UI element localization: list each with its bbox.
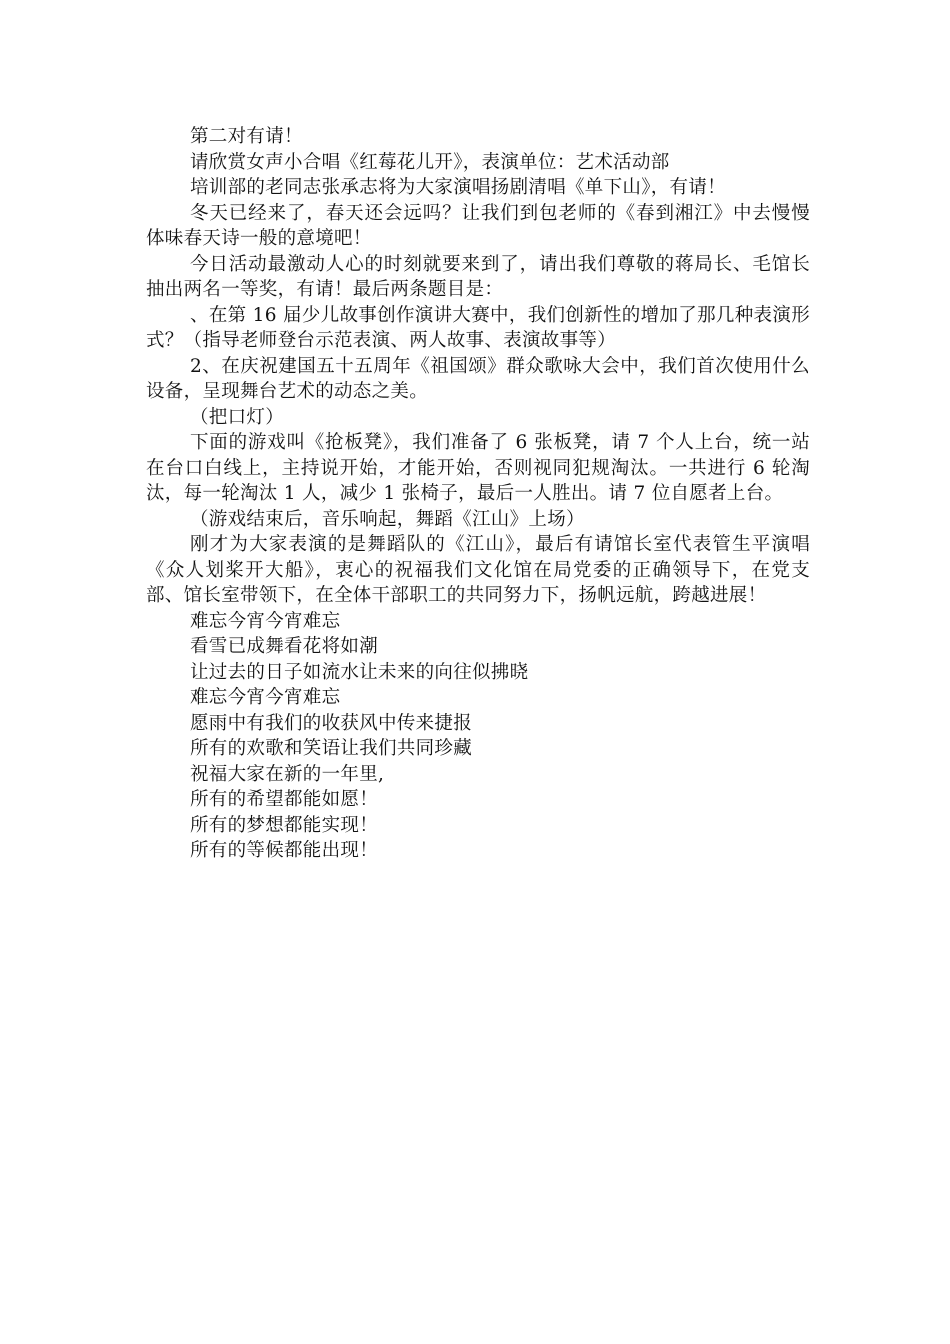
paragraph: 2、在庆祝建国五十五周年《祖国颂》群众歌咏大会中，我们首次使用什么设备，呈现舞台艺术的动态之美。: [146, 355, 810, 402]
lyric-line: 愿雨中有我们的收获风中传来捷报: [190, 712, 473, 734]
paragraph: 下面的游戏叫《抢板凳》，我们准备了 6 张板凳，请 7 个人上台，统一站在台口白线上，主持说开始，才能开始，否则视同犯规淘汰。一共进行 6 轮淘汰，每一轮淘汰 1 人，减少 1 张椅子，最后一人胜出。请 7 位自愿者上台。: [146, 432, 810, 504]
lyric-line: 让过去的日子如流水让未来的向往似拂晓: [190, 661, 529, 683]
paragraph: 冬天已经来了，春天还会远吗？让我们到包老师的《春到湘江》中去慢慢体味春天诗一般的意境吧！: [146, 202, 810, 249]
closing-line: 所有的希望都能如愿！: [190, 789, 379, 810]
paragraph: （游戏结束后，音乐响起，舞蹈《江山》上场）: [190, 508, 585, 530]
document-page: [146, 124, 810, 864]
paragraph: 请欣赏女声小合唱《红莓花儿开》，表演单位：艺术活动部: [190, 151, 670, 173]
lyric-line: 所有的欢歌和笑语让我们共同珍藏: [190, 738, 473, 759]
paragraph: 刚才为大家表演的是舞蹈队的《江山》，最后有请馆长室代表管生平演唱《众人划桨开大船》，衷心的祝福我们文化馆在局党委的正确领导下，在党支部、馆长室带领下，在全体干部职工的共同努力下，扬帆远航，跨越进展！: [146, 534, 810, 606]
lyric-line: 难忘今宵今宵难忘: [190, 687, 341, 708]
paragraph: （把口灯）: [190, 406, 285, 428]
paragraph: 、在第 16 届少儿故事创作演讲大赛中，我们创新性的增加了那几种表演形式？（指导老师登台示范表演、两人故事、表演故事等）: [146, 304, 810, 351]
paragraph: 第二对有请！: [190, 126, 303, 147]
paragraph: 今日活动最激动人心的时刻就要来到了，请出我们尊敬的蒋局长、毛馆长抽出两名一等奖，有请！最后两条题目是：: [146, 253, 810, 300]
paragraph: 培训部的老同志张承志将为大家演唱扬剧清唱《单下山》，有请！: [190, 177, 726, 198]
lyric-line: 看雪已成舞看花将如潮: [190, 636, 379, 657]
closing-line: 祝福大家在新的一年里,: [190, 763, 385, 785]
lyric-line: 难忘今宵今宵难忘: [190, 610, 341, 632]
closing-line: 所有的等候都能出现！: [190, 840, 379, 861]
closing-line: 所有的梦想都能实现！: [190, 814, 379, 836]
